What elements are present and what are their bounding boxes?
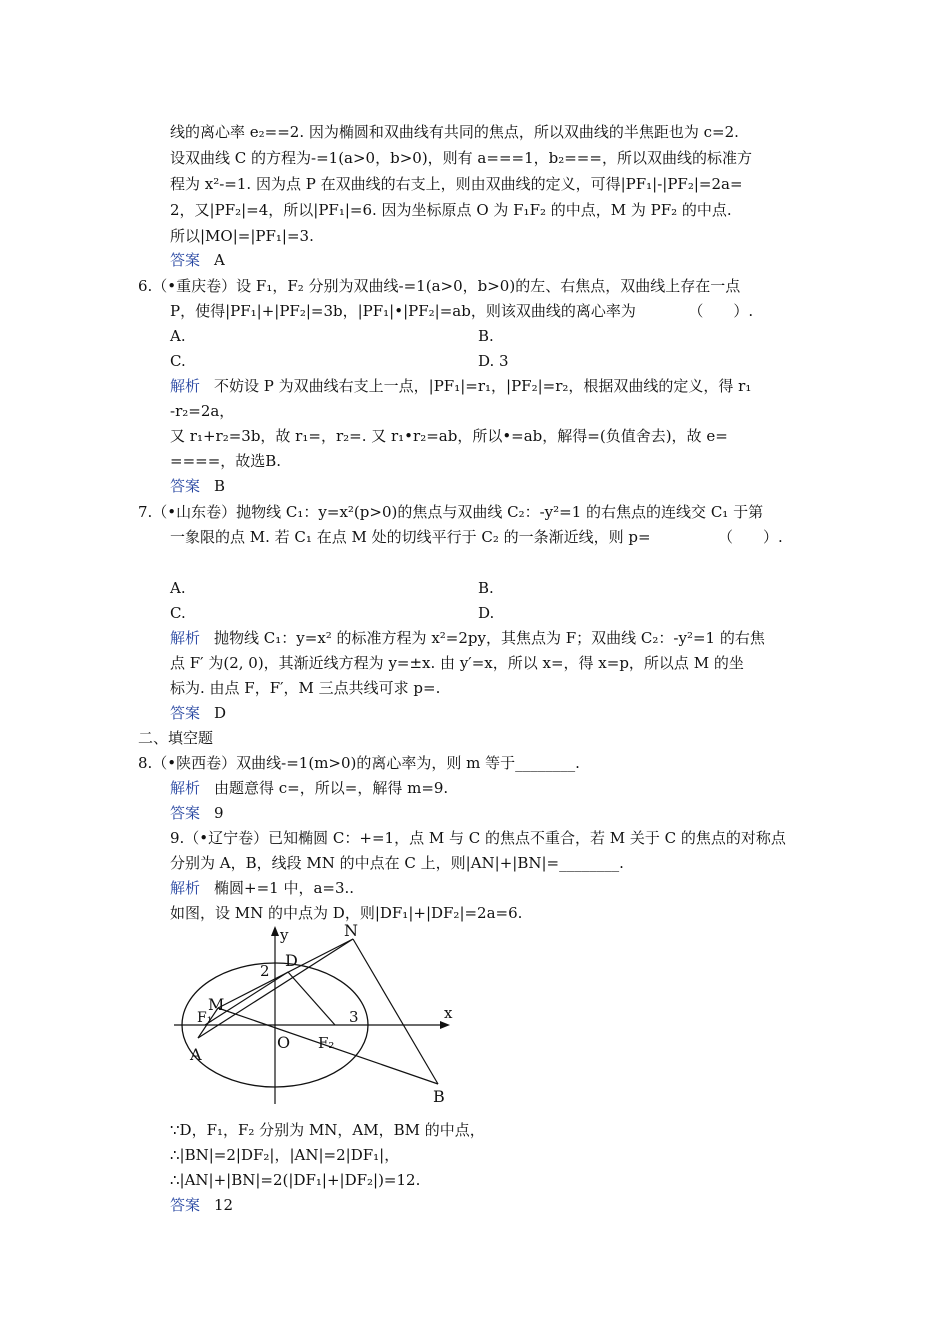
text-line: ∵D，F₁，F₂ 分别为 MN，AM，BM 的中点， <box>170 1121 485 1139</box>
answer-line <box>170 1195 233 1215</box>
text-line: -r₂=2a， <box>170 402 235 420</box>
answer-label: 答案 <box>170 704 201 722</box>
section-heading: 二、填空题 <box>138 729 214 747</box>
label-n: N <box>344 924 358 940</box>
answer-line <box>170 476 225 496</box>
analysis-label: 解析 <box>170 377 201 395</box>
question-line: 7.（•山东卷）抛物线 C₁：y=x²(p>0)的焦点与双曲线 C₂：-y²=1 的右焦点的连线交 C₁ 于第 <box>138 503 764 521</box>
analysis-line <box>170 376 751 396</box>
answer-value: 9 <box>214 804 224 822</box>
text-line: ∴|AN|+|BN|=2(|DF₁|+|DF₂|)=12. <box>170 1171 421 1189</box>
text-line: ∴|BN|=2|DF₂|，|AN|=2|DF₁|， <box>170 1146 400 1164</box>
text-line: 程为 x²-=1. 因为点 P 在双曲线的右支上，则由双曲线的定义，可得|PF₁|-|PF₂|=2a= <box>170 175 743 193</box>
answer-value: 12 <box>214 1196 234 1214</box>
analysis-text: 由题意得 c=，所以=，解得 m=9. <box>214 779 449 797</box>
answer-line <box>170 703 226 723</box>
x-axis-arrow <box>440 1021 450 1029</box>
answer-line <box>170 803 224 823</box>
text-line: 所以|MO|=|PF₁|=3. <box>170 227 314 245</box>
label-o: O <box>277 1033 291 1052</box>
label-m: M <box>208 995 225 1014</box>
option-b: B. <box>478 327 494 345</box>
answer-value: D <box>214 704 227 722</box>
answer-line <box>170 250 225 270</box>
question-line: P，使得|PF₁|+|PF₂|=3b，|PF₁|•|PF₂|=ab，则该双曲线的离心率为 （ ）. <box>170 302 754 320</box>
question-line: 8.（•陕西卷）双曲线-=1(m>0)的离心率为，则 m 等于________. <box>138 754 580 772</box>
option-c: C. <box>170 604 186 622</box>
label-tick-2: 2 <box>260 962 270 980</box>
analysis-label: 解析 <box>170 879 201 897</box>
answer-value: B <box>214 477 226 495</box>
analysis-text: 椭圆+=1 中，a=3.. <box>214 879 355 897</box>
text-line: 标为. 由点 F，F′，M 三点共线可求 p=. <box>170 679 441 697</box>
analysis-text: 不妨设 P 为双曲线右支上一点，|PF₁|=r₁，|PF₂|=r₂，根据双曲线的定义，得 r₁ <box>214 377 752 395</box>
option-c: C. <box>170 352 186 370</box>
label-tick-3: 3 <box>349 1008 359 1026</box>
option-d: D. <box>478 604 495 622</box>
answer-value: A <box>214 251 225 269</box>
text-line: 线的离心率 e₂==2. 因为椭圆和双曲线有共同的焦点，所以双曲线的半焦距也为 c=2. <box>170 123 739 141</box>
answer-label: 答案 <box>170 477 201 495</box>
label-f1: F₁ <box>197 1010 213 1026</box>
answer-label: 答案 <box>170 804 201 822</box>
label-y: y <box>280 926 289 944</box>
text-line: 又 r₁+r₂=3b，故 r₁=，r₂=. 又 r₁•r₂=ab，所以•=ab，解得=(负值舍去)，故 e= <box>170 427 728 445</box>
option-a: A. <box>170 579 186 597</box>
question-line: 9.（•辽宁卷）已知椭圆 C：+=1，点 M 与 C 的焦点不重合，若 M 关于 C 的焦点的对称点 <box>170 829 786 847</box>
ellipse-diagram <box>170 924 470 1110</box>
label-a: A <box>190 1045 202 1064</box>
segment-df2 <box>288 972 335 1025</box>
question-line: 6.（•重庆卷）设 F₁，F₂ 分别为双曲线-=1(a>0，b>0)的左、右焦点，双曲线上存在一点 <box>138 277 741 295</box>
text-line: ====，故选B. <box>170 452 282 470</box>
option-a: A. <box>170 327 186 345</box>
analysis-line <box>170 628 765 648</box>
label-f2: F₂ <box>318 1034 335 1052</box>
option-d: D. 3 <box>478 352 509 370</box>
option-b: B. <box>478 579 494 597</box>
analysis-line <box>170 878 354 898</box>
label-x: x <box>444 1004 453 1022</box>
text-line: 点 F′ 为(2, 0)，其渐近线方程为 y=±x. 由 y′=x，所以 x=，得 x=p，所以点 M 的坐 <box>170 654 744 672</box>
text-line: 如图，设 MN 的中点为 D，则|DF₁|+|DF₂|=2a=6. <box>170 904 523 922</box>
analysis-label: 解析 <box>170 779 201 797</box>
answer-label: 答案 <box>170 1196 201 1214</box>
label-d: D <box>285 951 298 970</box>
analysis-line <box>170 778 448 798</box>
question-line: 一象限的点 M. 若 C₁ 在点 M 处的切线平行于 C₂ 的一条渐近线，则 p= （ ）. <box>170 528 783 546</box>
text-line: 2，又|PF₂|=4，所以|PF₁|=6. 因为坐标原点 O 为 F₁F₂ 的中点，M 为 PF₂ 的中点. <box>170 201 732 219</box>
question-line: 分别为 A，B，线段 MN 的中点在 C 上，则|AN|+|BN|=________. <box>170 854 624 872</box>
analysis-label: 解析 <box>170 629 201 647</box>
label-b: B <box>433 1087 445 1106</box>
y-axis-arrow <box>271 926 279 936</box>
answer-label: 答案 <box>170 251 201 269</box>
text-line: 设双曲线 C 的方程为-=1(a>0，b>0)，则有 a===1，b₂===，所以双曲线的标准方 <box>170 149 752 167</box>
analysis-text: 抛物线 C₁：y=x² 的标准方程为 x²=2py，其焦点为 F；双曲线 C₂：-y²=1 的右焦 <box>214 629 765 647</box>
